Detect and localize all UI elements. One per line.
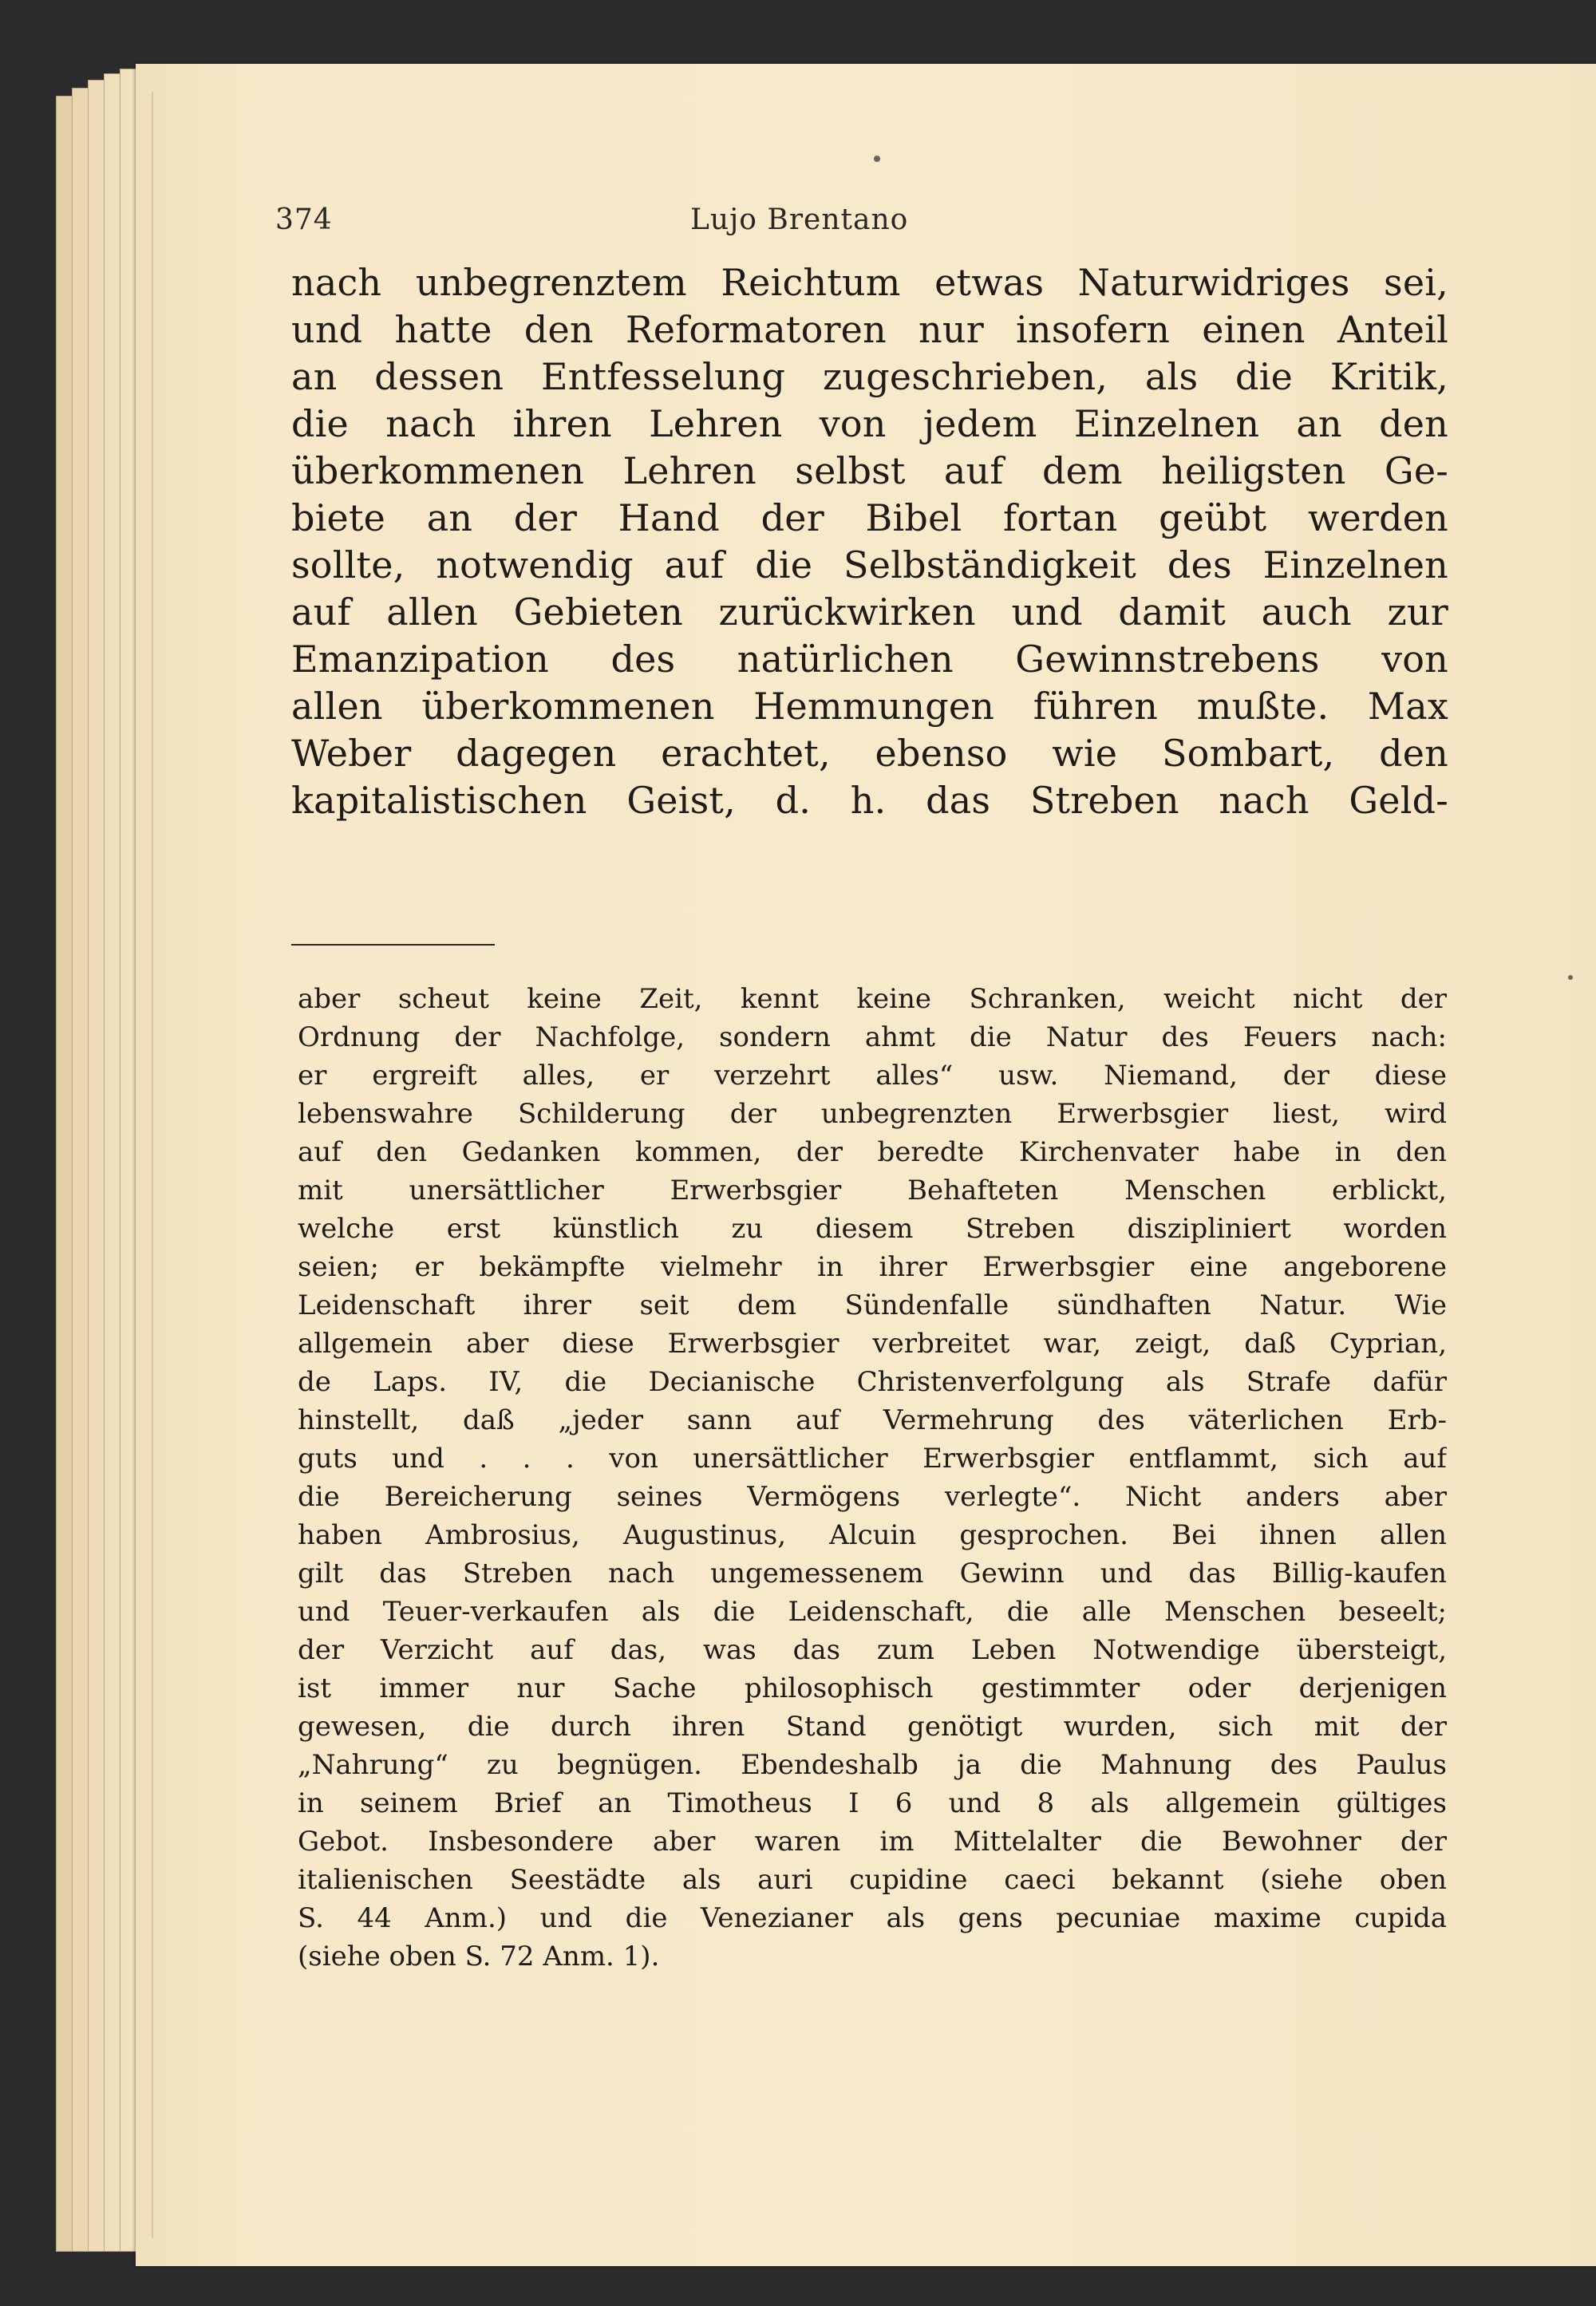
- footnote-block: [298, 980, 1447, 1976]
- page-number: 374: [275, 203, 333, 236]
- footnote-line: haben Ambrosius, Augustinus, Alcuin gesprochen. Bei ihnen allen: [298, 1519, 1447, 1551]
- footnote-rule: [291, 944, 495, 946]
- main-text-line: die nach ihren Lehren von jedem Einzelnen an den: [291, 402, 1448, 445]
- footnote-line: auf den Gedanken kommen, der beredte Kirchenvater habe in den: [298, 1136, 1447, 1168]
- footnote-line: gilt das Streben nach ungemessenem Gewinn und das Billig-kaufen: [298, 1558, 1447, 1589]
- footnote-line: Gebot. Insbesondere aber waren im Mittelalter die Bewohner der: [298, 1826, 1447, 1858]
- running-head: [275, 203, 1440, 251]
- footnote-line: lebenswahre Schilderung der unbegrenzten Erwerbsgier liest, wird: [298, 1098, 1447, 1130]
- footnote-line: in seinem Brief an Timotheus I 6 und 8 als allgemein gültiges: [298, 1787, 1447, 1819]
- main-text-line: überkommenen Lehren selbst auf dem heiligsten Ge-: [291, 449, 1448, 492]
- footnote-line: welche erst künstlich zu diesem Streben diszipliniert worden: [298, 1213, 1447, 1245]
- footnote-line: guts und . . . von unersättlicher Erwerbsgier entflammt, sich auf: [298, 1443, 1447, 1475]
- footnote-line: die Bereicherung seines Vermögens verlegte“. Nicht anders aber: [298, 1481, 1447, 1513]
- main-text-line: kapitalistischen Geist, d. h. das Streben nach Geld-: [291, 779, 1448, 822]
- running-title: Lujo Brentano: [690, 203, 909, 236]
- main-text-line: nach unbegrenztem Reichtum etwas Naturwidriges sei,: [291, 261, 1448, 304]
- footnote-line: ist immer nur Sache philosophisch gestimmter oder derjenigen: [298, 1672, 1447, 1704]
- main-text-block: [291, 259, 1448, 824]
- footnote-line: hinstellt, daß „jeder sann auf Vermehrung des väterlichen Erb-: [298, 1404, 1447, 1436]
- main-text-line: biete an der Hand der Bibel fortan geübt werden: [291, 496, 1448, 539]
- main-text-line: allen überkommenen Hemmungen führen mußte. Max: [291, 685, 1448, 728]
- footnote-line: Ordnung der Nachfolge, sondern ahmt die Natur des Feuers nach:: [298, 1021, 1447, 1053]
- footnote-line: er ergreift alles, er verzehrt alles“ usw. Niemand, der diese: [298, 1060, 1447, 1092]
- footnote-line: italienischen Seestädte als auri cupidine caeci bekannt (siehe oben: [298, 1864, 1447, 1896]
- footnote-line: mit unersättlicher Erwerbsgier Behafteten Menschen erblickt,: [298, 1175, 1447, 1206]
- main-text-line: auf allen Gebieten zurückwirken und damit auch zur: [291, 590, 1448, 634]
- footnote-line: der Verzicht auf das, was das zum Leben Notwendige übersteigt,: [298, 1634, 1447, 1666]
- footnote-line: „Nahrung“ zu begnügen. Ebendeshalb ja die Mahnung des Paulus: [298, 1749, 1447, 1781]
- footnote-line: S. 44 Anm.) und die Venezianer als gens pecuniae maxime cupida: [298, 1902, 1447, 1934]
- dust-speck: [1568, 975, 1573, 980]
- footnote-line: allgemein aber diese Erwerbsgier verbreitet war, zeigt, daß Cyprian,: [298, 1328, 1447, 1360]
- footnote-line: gewesen, die durch ihren Stand genötigt wurden, sich mit der: [298, 1711, 1447, 1743]
- main-text-line: an dessen Entfesselung zugeschrieben, als die Kritik,: [291, 355, 1448, 398]
- main-text-line: Emanzipation des natürlichen Gewinnstrebens von: [291, 638, 1448, 681]
- footnote-line: Leidenschaft ihrer seit dem Sündenfalle sündhaften Natur. Wie: [298, 1289, 1447, 1321]
- footnote-line: (siehe oben S. 72 Anm. 1).: [298, 1941, 660, 1972]
- footnote-line: und Teuer-verkaufen als die Leidenschaft, die alle Menschen beseelt;: [298, 1596, 1447, 1628]
- main-text-line: und hatte den Reformatoren nur insofern einen Anteil: [291, 308, 1448, 351]
- dust-speck: [874, 156, 880, 162]
- main-text-line: sollte, notwendig auf die Selbständigkeit des Einzelnen: [291, 543, 1448, 586]
- footnote-line: aber scheut keine Zeit, kennt keine Schranken, weicht nicht der: [298, 983, 1447, 1015]
- footnote-line: seien; er bekämpfte vielmehr in ihrer Erwerbsgier eine angeborene: [298, 1251, 1447, 1283]
- footnote-line: de Laps. IV, die Decianische Christenverfolgung als Strafe dafür: [298, 1366, 1447, 1398]
- main-text-line: Weber dagegen erachtet, ebenso wie Sombart, den: [291, 732, 1448, 775]
